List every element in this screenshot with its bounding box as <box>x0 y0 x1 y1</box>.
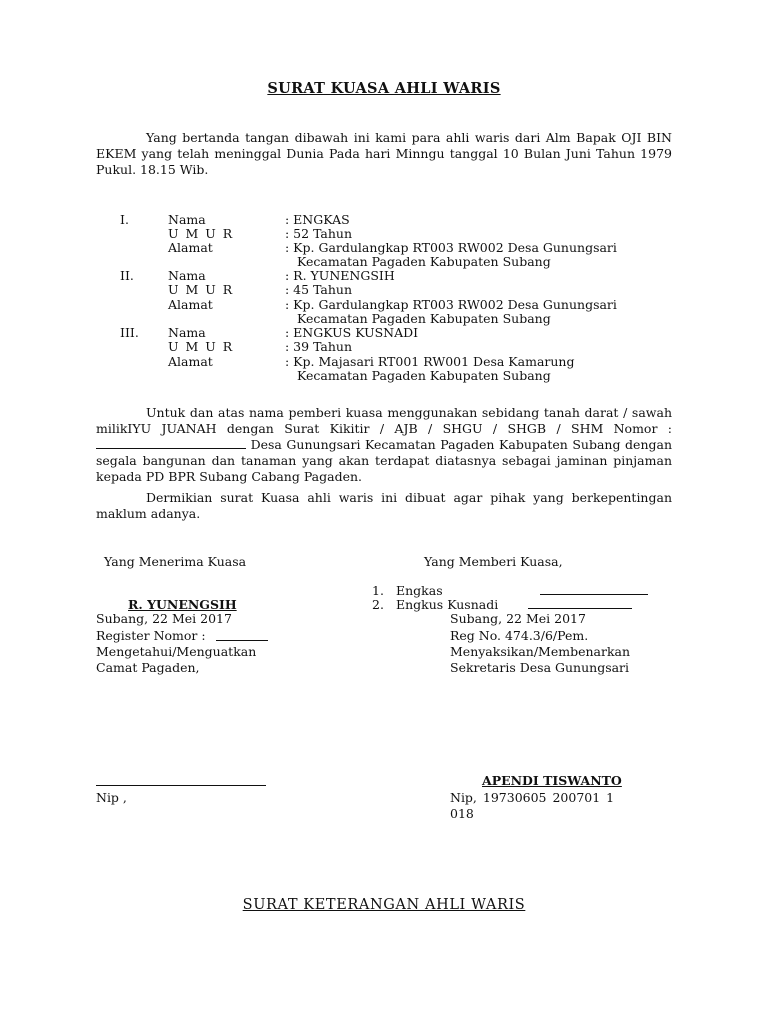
heir-name-label: Nama <box>168 268 206 283</box>
witness-label: Menyaksikan/Membenarkan <box>450 644 631 659</box>
document-title: SURAT KUASA AHLI WARIS <box>267 80 501 97</box>
heir-number: II. <box>120 268 134 283</box>
heir-address-line2: Kecamatan Pagaden Kabupaten Subang <box>297 311 551 326</box>
intro-paragraph <box>96 130 672 178</box>
reg-number: Reg No. 474.3/6/Pem. <box>450 628 589 643</box>
heir-age-label: U M U R <box>168 226 234 241</box>
recipient-heading: Yang Menerima Kuasa <box>104 554 247 569</box>
heir-address-line2: Kecamatan Pagaden Kabupaten Subang <box>297 254 551 269</box>
heir-name: : ENGKAS <box>285 212 350 227</box>
grantor-signature-line <box>540 594 648 595</box>
camat-signature-line <box>96 785 266 786</box>
grantor-name: Engkus Kusnadi <box>396 597 499 612</box>
heir-name-label: Nama <box>168 212 206 227</box>
register-number-label: Register Nomor : <box>96 628 206 643</box>
secretary-name: APENDI TISWANTO <box>482 773 622 788</box>
heir-name-label: Nama <box>168 325 206 340</box>
heir-age-label: U M U R <box>168 282 234 297</box>
heir-age: : 39 Tahun <box>285 339 353 354</box>
heir-address-line1: : Kp. Majasari RT001 RW001 Desa Kamarung <box>285 354 575 369</box>
village-secretary-title: Sekretaris Desa Gunungsari <box>450 660 630 675</box>
closing-paragraph <box>96 490 672 522</box>
secretary-nip: Nip, 19730605 200701 1 <box>450 790 615 805</box>
heir-name: : ENGKUS KUSNADI <box>285 325 419 340</box>
register-number-blank <box>216 640 268 641</box>
authorization-text-a: Untuk dan atas nama pemberi kuasa menggunakan sebidang tanah darat / sawah milikIYU JUANAH dengan Surat Kikitir / AJB / SHGU / SHGB / SHM Nomor : <box>96 405 672 436</box>
recipient-date: Subang, 22 Mei 2017 <box>96 611 232 626</box>
camat-nip: Nip , <box>96 790 127 805</box>
heir-number: I. <box>120 212 129 227</box>
heir-address-line2: Kecamatan Pagaden Kabupaten Subang <box>297 368 551 383</box>
heir-address-label: Alamat <box>168 297 213 312</box>
secretary-nip-continued: 018 <box>450 806 474 821</box>
heir-age: : 45 Tahun <box>285 282 353 297</box>
grantor-number: 2. <box>372 597 384 612</box>
heir-age-label: U M U R <box>168 339 234 354</box>
heir-address-label: Alamat <box>168 240 213 255</box>
heir-address-label: Alamat <box>168 354 213 369</box>
acknowledge-label: Mengetahui/Menguatkan <box>96 644 257 659</box>
heir-number: III. <box>120 325 139 340</box>
heir-address-line1: : Kp. Gardulangkap RT003 RW002 Desa Gunungsari <box>285 297 617 312</box>
second-document-title: SURAT KETERANGAN AHLI WARIS <box>242 897 526 913</box>
recipient-name: R. YUNENGSIH <box>128 597 237 612</box>
grantor-signature-line <box>528 608 632 609</box>
camat-title: Camat Pagaden, <box>96 660 200 675</box>
heir-name: : R. YUNENGSIH <box>285 268 395 283</box>
authorization-paragraph <box>96 405 672 485</box>
shm-number-blank <box>96 437 246 449</box>
heir-address-line1: : Kp. Gardulangkap RT003 RW002 Desa Gunungsari <box>285 240 617 255</box>
intro-text: Yang bertanda tangan dibawah ini kami para ahli waris dari Alm Bapak OJI BIN EKEM yang telah meninggal Dunia Pada hari Minngu tanggal 10 Bulan Juni Tahun 1979 Pukul. 18.15 Wib. <box>96 130 672 177</box>
heir-age: : 52 Tahun <box>285 226 353 241</box>
grantor-heading: Yang Memberi Kuasa, <box>424 554 563 569</box>
grantor-number: 1. <box>372 583 384 598</box>
closing-text: Dermikian surat Kuasa ahli waris ini dibuat agar pihak yang berkepentingan maklum adanya. <box>96 490 672 521</box>
grantor-date: Subang, 22 Mei 2017 <box>450 611 586 626</box>
authorization-text-b: Desa Gunungsari Kecamatan Pagaden Kabupaten Subang dengan segala bangunan dan tanaman yang akan terdapat diatasnya sebagai jaminan pinjaman kepada PD BPR Subang Cabang Pagaden. <box>96 437 673 484</box>
grantor-name: Engkas <box>396 583 443 598</box>
